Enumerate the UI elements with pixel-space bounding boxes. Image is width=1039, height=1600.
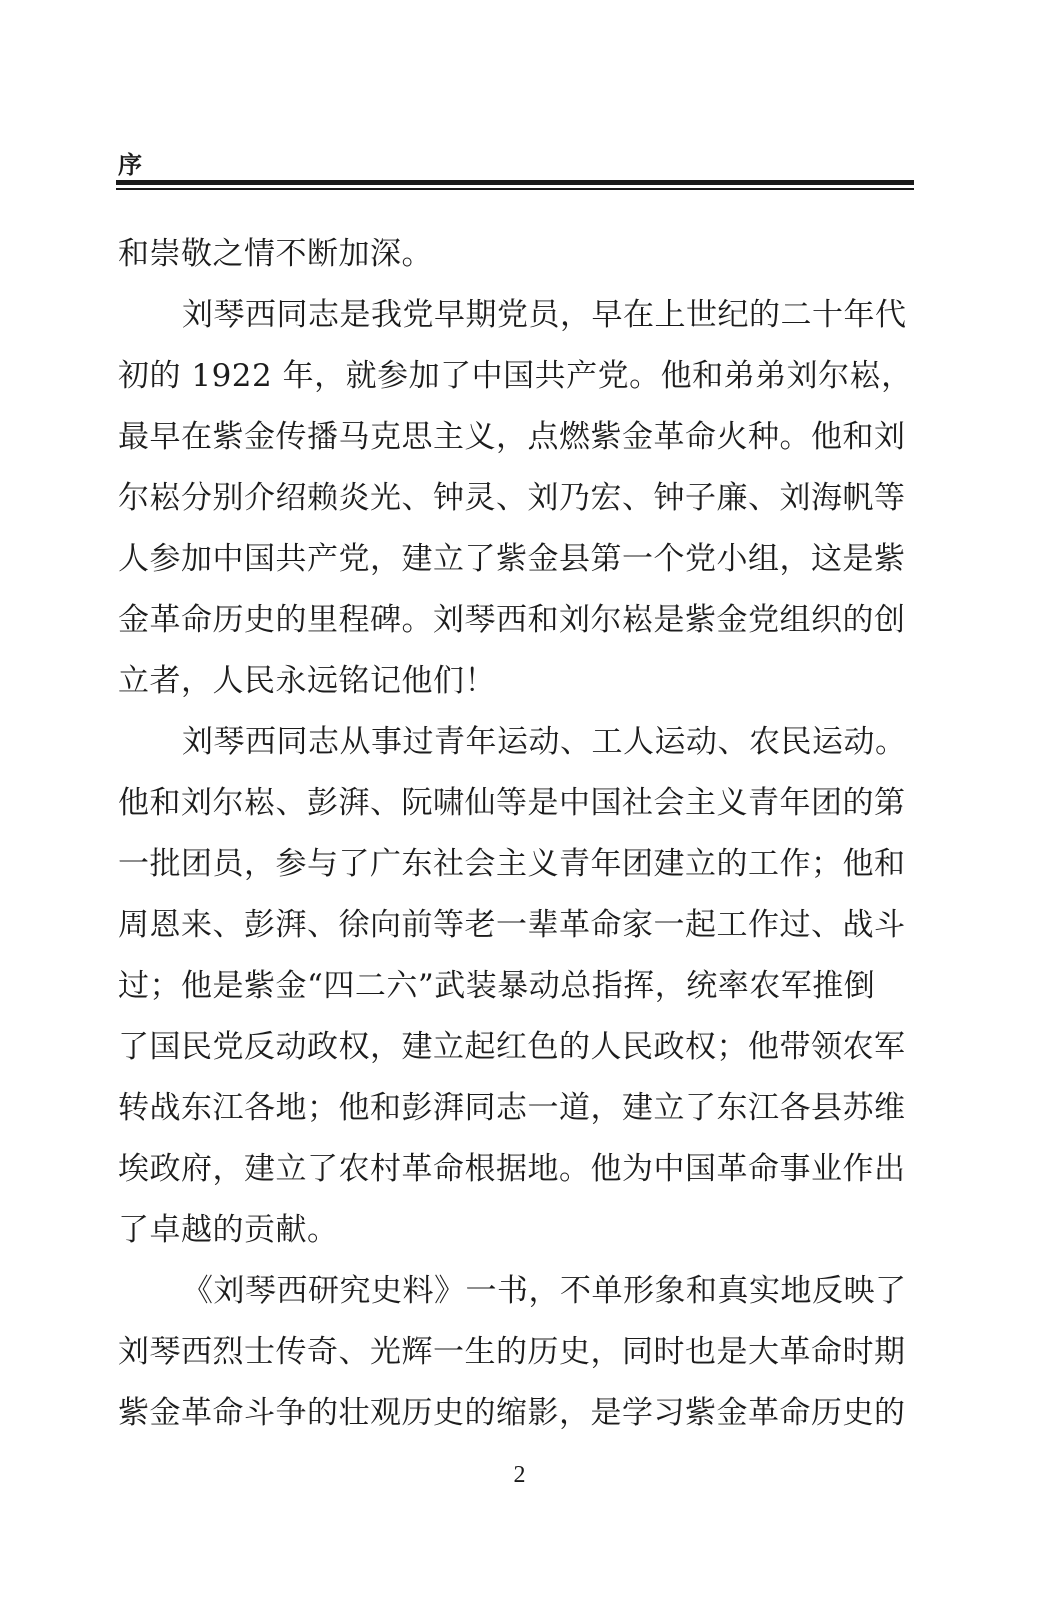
text-line: 周恩来、彭湃、徐向前等老一辈革命家一起工作过、战斗 <box>118 907 906 943</box>
text-line: 金革命历史的里程碑。刘琴西和刘尔崧是紫金党组织的创 <box>118 602 906 638</box>
header-rule-thick <box>116 180 914 185</box>
text-line: 立者，人民永远铭记他们！ <box>118 663 496 699</box>
text-line: 紫金革命斗争的壮观历史的缩影，是学习紫金革命历史的 <box>118 1395 906 1431</box>
page-number: 2 <box>513 1462 526 1488</box>
text-line: 了国民党反动政权，建立起红色的人民政权；他带领农军 <box>118 1029 906 1065</box>
text-line: 初的 1922 年，就参加了中国共产党。他和弟弟刘尔崧， <box>118 358 913 394</box>
text-line: 和崇敬之情不断加深。 <box>118 236 433 272</box>
paragraph-start-line: 刘琴西同志从事过青年运动、工人运动、农民运动。 <box>182 724 907 760</box>
paragraph-start-line: 《刘琴西研究史料》一书，不单形象和真实地反映了 <box>182 1273 907 1309</box>
text-line: 尔崧分别介绍赖炎光、钟灵、刘乃宏、钟子廉、刘海帆等 <box>118 480 906 516</box>
text-line: 最早在紫金传播马克思主义，点燃紫金革命火种。他和刘 <box>118 419 906 455</box>
text-line: 一批团员，参与了广东社会主义青年团建立的工作；他和 <box>118 846 906 882</box>
body-text <box>118 224 913 1444</box>
paragraph-start-line: 刘琴西同志是我党早期党员，早在上世纪的二十年代 <box>182 297 907 333</box>
running-header-title: 序 <box>118 151 142 179</box>
text-line: 人参加中国共产党，建立了紫金县第一个党小组，这是紫 <box>118 541 906 577</box>
text-line: 了卓越的贡献。 <box>118 1212 339 1248</box>
header-rule-thin <box>116 188 914 190</box>
text-line: 刘琴西烈士传奇、光辉一生的历史，同时也是大革命时期 <box>118 1334 906 1370</box>
text-line: 过；他是紫金“四二六”武装暴动总指挥，统率农军推倒 <box>118 968 876 1004</box>
text-line: 埃政府，建立了农村革命根据地。他为中国革命事业作出 <box>118 1151 906 1187</box>
text-line: 转战东江各地；他和彭湃同志一道，建立了东江各县苏维 <box>118 1090 906 1126</box>
text-line: 他和刘尔崧、彭湃、阮啸仙等是中国社会主义青年团的第 <box>118 785 906 821</box>
